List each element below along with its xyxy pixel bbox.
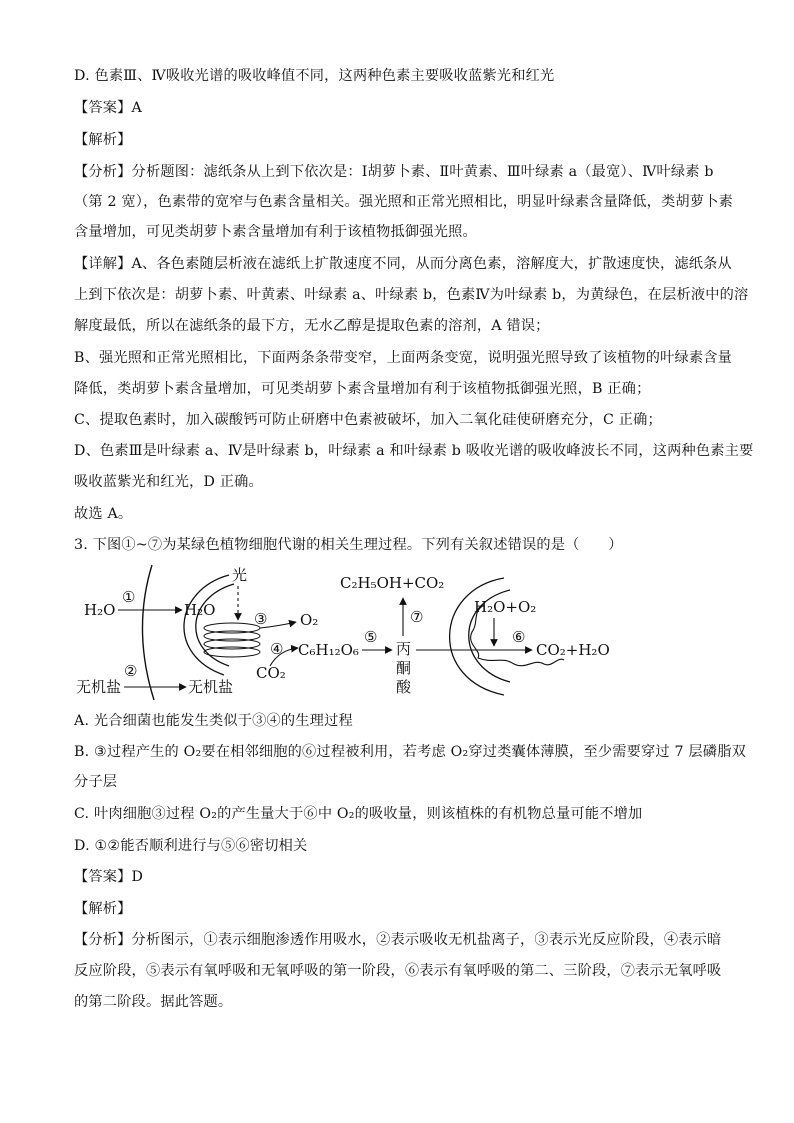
- analysis2-line-3: 的第二阶段。据此答题。: [74, 994, 233, 1010]
- glucose-label: C₆H₁₂O₆: [298, 641, 359, 659]
- chloroplast-inner-membrane: [196, 584, 234, 666]
- detail-line-2: 上到下依次是：胡萝卜素、叶黄素、叶绿素 a、叶绿素 b，色素Ⅳ为叶绿素 b，为黄绿色，在层析液中的溶: [74, 287, 749, 303]
- choose-a-line: 故选 A。: [74, 506, 133, 522]
- salt-left-label: 无机盐: [76, 678, 122, 696]
- option-c: C. 叶肉细胞③过程 O₂的产生量大于⑥中 O₂的吸收量，则该植株的有机物总量可能不增加: [74, 806, 643, 822]
- detail-line-1: 【详解】A、各色素随层析液在滤纸上扩散速度不同，从而分离色素，溶解度大，扩散速度快，滤纸条从: [74, 256, 732, 272]
- ethanol-co2-label: C₂H₅OH+CO₂: [340, 574, 445, 592]
- analysis-label-2: 【解析】: [74, 901, 132, 917]
- analysis-line-1: 【分析】分析题图：滤纸条从上到下依次是：Ⅰ胡萝卜素、Ⅱ叶黄素、Ⅲ叶绿素 a（最宽）、Ⅳ叶绿素 b: [74, 164, 714, 180]
- step-3-label: ③: [254, 610, 268, 628]
- step-7-label: ⑦: [410, 608, 424, 626]
- step-5-label: ⑤: [364, 628, 378, 646]
- light-label: 光: [232, 566, 248, 584]
- thylakoid-stack: [204, 623, 260, 657]
- answer-label-2: 【答案】D: [74, 869, 144, 885]
- pyruvate-char-2: 酮: [396, 659, 412, 677]
- option-a: A. 光合细菌也能发生类似于③④的生理过程: [74, 713, 353, 729]
- co2-water-label: CO₂+H₂O: [536, 641, 610, 659]
- o2-label: O₂: [300, 611, 319, 629]
- option-d-text: D. 色素Ⅲ、Ⅳ吸收光谱的吸收峰值不同，这两种色素主要吸收蓝紫光和红光: [74, 68, 555, 84]
- water-inner-label: H₂O: [184, 601, 216, 619]
- detail-b-line-1: B、强光照和正常光照相比，下面两条条带变窄，上面两条变宽，说明强光照导致了该植物的叶绿素含量: [74, 350, 733, 366]
- water-oxygen-label: H₂O+O₂: [474, 598, 537, 616]
- detail-d-line-2: 吸收蓝紫光和红光，D 正确。: [74, 474, 263, 490]
- co2-label: CO₂: [256, 664, 286, 682]
- option-d: D. ①②能否顺利进行与⑤⑥密切相关: [74, 838, 308, 854]
- question-3-stem: 3. 下图①~⑦为某绿色植物细胞代谢的相关生理过程。下列有关叙述错误的是（ ）: [74, 537, 623, 553]
- step-6-label: ⑥: [512, 628, 526, 646]
- analysis2-line-2: 反应阶段，⑤表示有氧呼吸和无氧呼吸的第一阶段，⑥表示有氧呼吸的第二、三阶段，⑦表示无氧呼吸: [74, 963, 722, 979]
- detail-b-line-2: 降低，类胡萝卜素含量增加，可见类胡萝卜素含量增加有利于该植物抵御强光照，B 正确；: [74, 381, 651, 397]
- step-1-label: ①: [122, 588, 136, 606]
- detail-c-line: C、提取色素时，加入碳酸钙可防止研磨中色素被破坏，加入二氧化硅使研磨充分，C 正确；: [74, 412, 662, 428]
- analysis2-line-1: 【分析】分析图示，①表示细胞渗透作用吸水，②表示吸收无机盐离子，③表示光反应阶段，④表示暗: [74, 932, 722, 948]
- option-b-line-2: 分子层: [74, 774, 118, 790]
- water-left-label: H₂O: [84, 601, 116, 619]
- pyruvate-char-3: 酸: [396, 678, 412, 696]
- answer-label: 【答案】A: [74, 100, 142, 116]
- detail-line-3: 解度最低，所以在滤纸条的最下方，无水乙醇是提取色素的溶剂，A 错误；: [74, 318, 550, 334]
- step-4-label: ④: [270, 640, 284, 658]
- analysis-line-2: （第 2 宽），色素带的宽窄与色素含量相关。强光照和正常光照相比，明显叶绿素含量降低，类胡萝卜素: [74, 194, 733, 210]
- salt-right-label: 无机盐: [188, 678, 234, 696]
- step-2-label: ②: [124, 662, 138, 680]
- pyruvate-char-1: 丙: [396, 640, 412, 658]
- cell-metabolism-diagram: [74, 560, 634, 710]
- analysis-line-3: 含量增加，可见类胡萝卜素含量增加有利于该植物抵御强光照。: [74, 224, 477, 240]
- option-b-line-1: B. ③过程产生的 O₂要在相邻细胞的⑥过程被利用，若考虑 O₂穿过类囊体薄膜，至少需要穿过 7 层磷脂双: [74, 744, 746, 760]
- detail-d-line-1: D、色素Ⅲ是叶绿素 a、Ⅳ是叶绿素 b，叶绿素 a 和叶绿素 b 吸收光谱的吸收峰波长不同，这两种色素主要: [74, 443, 754, 459]
- cell-wall-line: [142, 565, 154, 700]
- chloroplast-outer-membrane: [184, 575, 229, 675]
- analysis-label: 【解析】: [74, 132, 132, 148]
